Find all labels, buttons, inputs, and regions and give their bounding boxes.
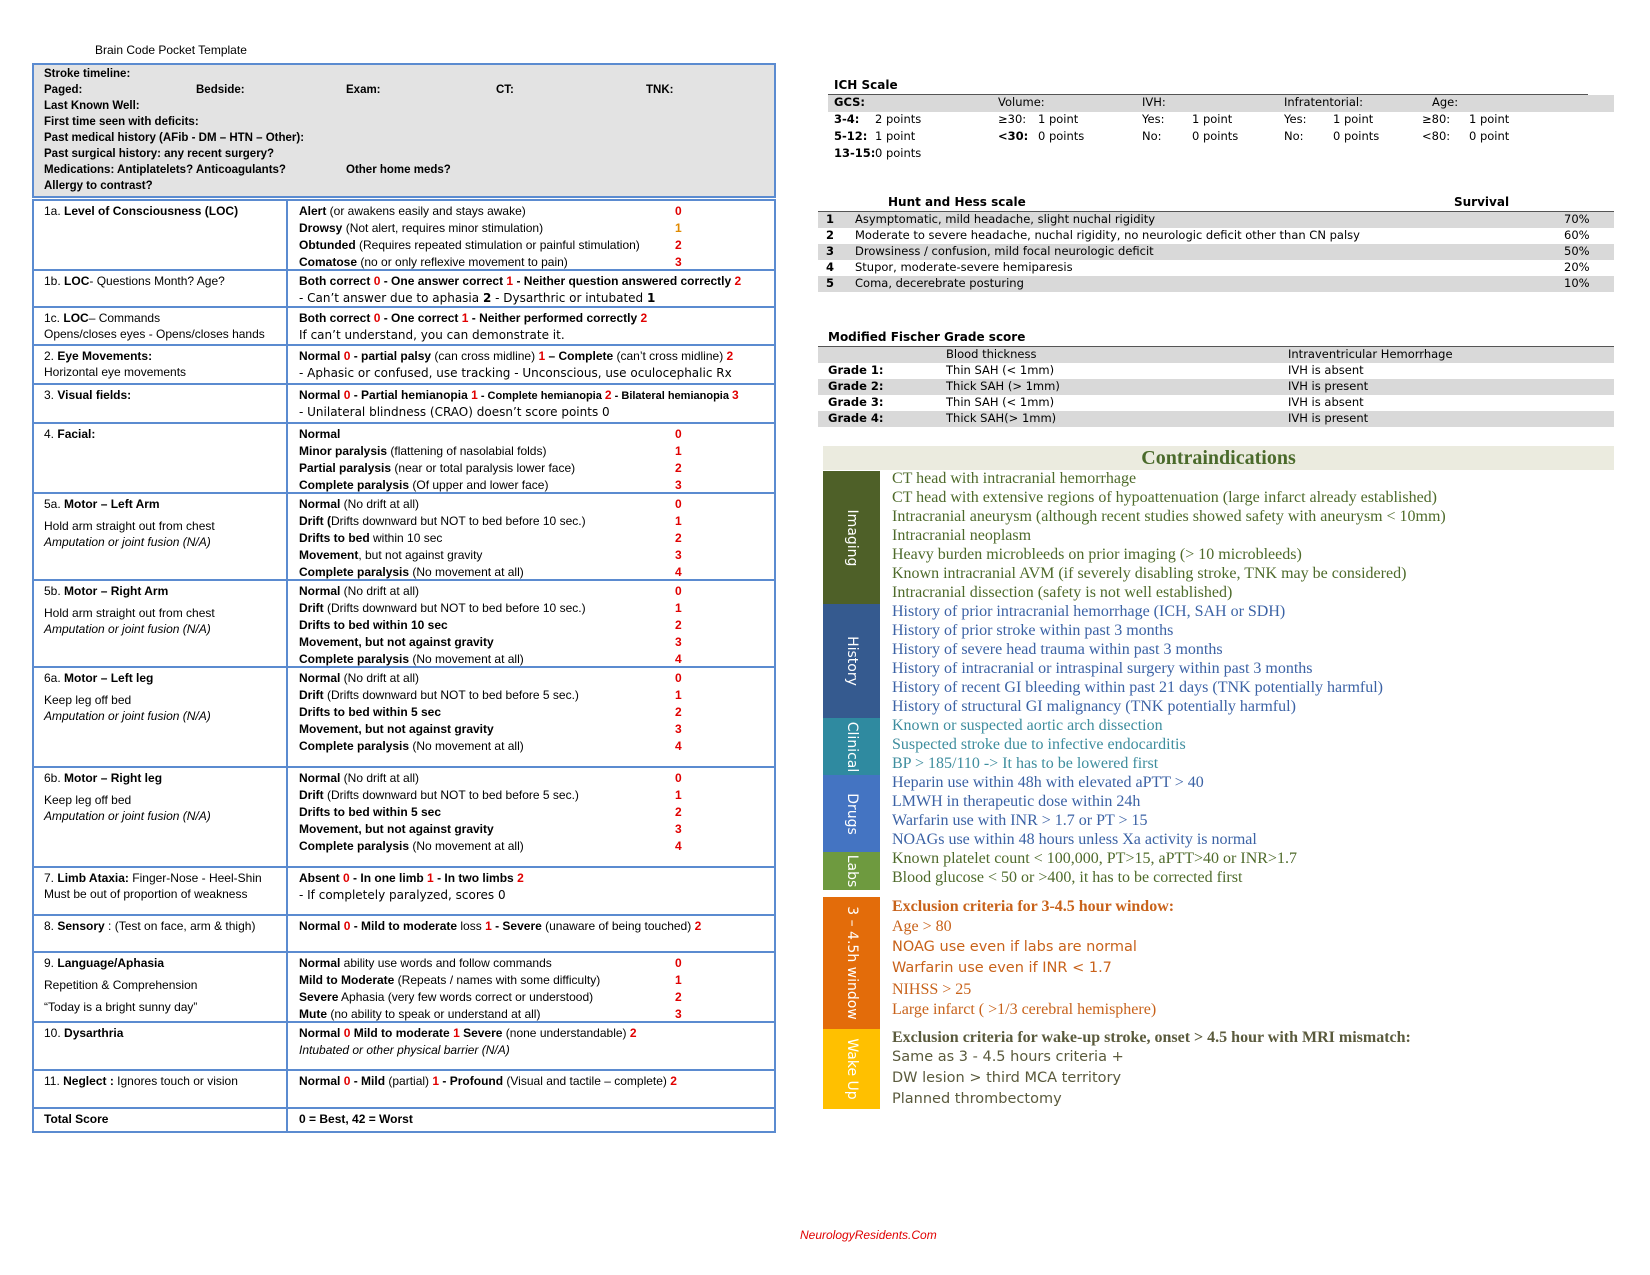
tnk-label: TNK: bbox=[646, 84, 674, 96]
nihss-row-10 bbox=[34, 1023, 774, 1071]
ci-item: Blood glucose < 50 or >400, it has to be corrected first bbox=[892, 869, 1243, 886]
total-score-value: 0 = Best, 42 = Worst bbox=[299, 1112, 413, 1126]
nihss-row-5b bbox=[34, 581, 774, 668]
score-value: 0 bbox=[675, 204, 682, 218]
hunt-hess-row: 1 Asymptomatic, mild headache, slight nuchal rigidity 70% bbox=[818, 212, 1614, 228]
wakeup-band bbox=[823, 1029, 880, 1109]
total-score-label: Total Score bbox=[44, 1112, 109, 1126]
ci-item: CT head with intracranial hemorrhage bbox=[892, 470, 1137, 487]
ci-item: Intracranial aneurysm (although recent studies showed safety with aneurysm < 10mm) bbox=[892, 508, 1446, 525]
psh-label: Past surgical history: any recent surgery? bbox=[44, 148, 275, 160]
item-scores: Normal 0 - partial palsy (can cross midline) 1 – Complete (can’t cross midline) 2 - Aphasic or confused, use tracking - Unconscious, use oculocephalic Rx bbox=[299, 349, 734, 380]
nihss-row-1a bbox=[34, 201, 774, 271]
item-label: 6b. Motor – Right leg Keep leg off bed Amputation or joint fusion (N/A) bbox=[44, 771, 211, 823]
stroke-timeline-label: Stroke timeline: bbox=[44, 68, 131, 80]
score-line: Drowsy (Not alert, requires minor stimulation) 1 bbox=[299, 221, 682, 235]
item-label: 1a. Level of Consciousness (LOC) bbox=[44, 204, 239, 218]
ich-header: IVH: bbox=[1142, 95, 1166, 109]
ci-item: History of structural GI malignancy (TNK potentially harmful) bbox=[892, 698, 1296, 715]
page-title: Brain Code Pocket Template bbox=[95, 43, 247, 57]
medications-label: Medications: Antiplatelets? Anticoagulants? bbox=[44, 164, 286, 176]
item-scores: Normal 0 - Mild (partial) 1 - Profound (Visual and tactile – complete) 2 bbox=[299, 1074, 677, 1088]
paged-label: Paged: bbox=[44, 84, 83, 96]
item-scores: Normal 0 - Mild to moderate loss 1 - Severe (unaware of being touched) 2 bbox=[299, 919, 702, 933]
nihss-row-5a bbox=[34, 494, 774, 581]
exam-label: Exam: bbox=[346, 84, 381, 96]
drugs-label: Drugs bbox=[843, 792, 860, 835]
ci-item: Age > 80 bbox=[892, 918, 952, 935]
item-scores: Normal 0 - Partial hemianopia 1 - Complete hemianopia 2 - Bilateral hemianopia 3 - Unilateral blindness (CRAO) doesn’t score points 0 bbox=[299, 388, 739, 419]
item-scores: Normal (No drift at all) 0 Drift (Drifts downward but NOT to bed before 10 sec.) 1 Drifts to bed within 10 sec 2 Movement, but not against gravity 3 Complete paralysis (No movement at all) 4 bbox=[299, 497, 682, 579]
ci-item: Planned thrombectomy bbox=[892, 1091, 1062, 1107]
item-label: 11. Neglect : Ignores touch or vision bbox=[44, 1074, 238, 1088]
wakeup-criteria-title: Exclusion criteria for wake-up stroke, onset > 4.5 hour with MRI mismatch: bbox=[892, 1029, 1411, 1046]
clinical-band bbox=[823, 718, 880, 775]
nihss-row-9 bbox=[34, 953, 774, 1023]
ci-item: Large infarct ( >1/3 cerebral hemisphere) bbox=[892, 1001, 1157, 1018]
item-label: 6a. Motor – Left leg Keep leg off bed Amputation or joint fusion (N/A) bbox=[44, 671, 211, 723]
item-label: 2. Eye Movements: Horizontal eye movements bbox=[44, 349, 187, 379]
imaging-label: Imaging bbox=[843, 509, 860, 566]
stroke-timeline-box bbox=[32, 63, 776, 198]
survival-label: Survival bbox=[1454, 195, 1510, 209]
pmh-label: Past medical history (AFib - DM – HTN – Other): bbox=[44, 132, 305, 144]
ci-item: Known or suspected aortic arch dissection bbox=[892, 717, 1163, 734]
ci-item: History of prior intracranial hemorrhage (ICH, SAH or SDH) bbox=[892, 603, 1286, 620]
score-line: Comatose (no or only reflexive movement to pain) 3 bbox=[299, 255, 682, 269]
item-scores: Both correct 0 - One correct 1 - Neither performed correctly 2 If can’t understand, you can demonstrate it. bbox=[299, 311, 648, 342]
nihss-row-4 bbox=[34, 424, 774, 494]
hunt-hess-title: Hunt and Hess scale bbox=[888, 195, 1026, 209]
score-line: Alert (or awakens easily and stays awake) 0 bbox=[299, 204, 682, 218]
item-label: 5a. Motor – Left Arm Hold arm straight out from chest Amputation or joint fusion (N/A) bbox=[44, 497, 215, 549]
ci-item: Warfarin use with INR > 1.7 or PT > 15 bbox=[892, 812, 1148, 829]
ci-item: Known intracranial AVM (if severely disabling stroke, TNK may be considered) bbox=[892, 565, 1407, 582]
nihss-row-6a bbox=[34, 668, 774, 768]
ci-item: Intracranial neoplasm bbox=[892, 527, 1032, 544]
window-band bbox=[823, 897, 880, 1029]
ci-item: Heparin use within 48h with elevated aPTT > 40 bbox=[892, 774, 1204, 791]
fischer-row: Grade 2: Thick SAH (> 1mm) IVH is present bbox=[818, 379, 1614, 395]
ich-header: Volume: bbox=[998, 95, 1045, 109]
fischer-header-row: Blood thickness Intraventricular Hemorrhage bbox=[818, 347, 1614, 363]
ci-item: DW lesion > third MCA territory bbox=[892, 1070, 1122, 1086]
ct-label: CT: bbox=[496, 84, 514, 96]
score-value: 1 bbox=[675, 221, 682, 235]
nihss-row-7 bbox=[34, 868, 774, 916]
item-label: 5b. Motor – Right Arm Hold arm straight out from chest Amputation or joint fusion (N/A) bbox=[44, 584, 215, 636]
ich-header: Age: bbox=[1432, 95, 1459, 109]
item-scores bbox=[299, 203, 769, 271]
hunt-hess-row: 3 Drowsiness / confusion, mild focal neurologic deficit 50% bbox=[818, 244, 1614, 260]
nihss-table bbox=[32, 199, 776, 1133]
ci-item: History of prior stroke within past 3 months bbox=[892, 622, 1174, 639]
first-time-seen-label: First time seen with deficits: bbox=[44, 116, 199, 128]
footer-link[interactable]: NeurologyResidents.Com bbox=[800, 1228, 937, 1242]
ci-item: Heavy burden microbleeds on prior imaging (> 10 microbleeds) bbox=[892, 546, 1302, 563]
ci-item: Warfarin use even if INR < 1.7 bbox=[892, 960, 1112, 976]
nihss-row-8 bbox=[34, 916, 774, 953]
ci-item: Same as 3 - 4.5 hours criteria + bbox=[892, 1049, 1124, 1065]
ich-header: Infratentorial: bbox=[1284, 95, 1363, 109]
item-label: 3. Visual fields: bbox=[44, 388, 132, 402]
ich-title: ICH Scale bbox=[834, 78, 898, 92]
ci-item: History of severe head trauma within past 3 months bbox=[892, 641, 1223, 658]
window-criteria-title: Exclusion criteria for 3-4.5 hour window: bbox=[892, 898, 1175, 915]
hunt-hess-row: 5 Coma, decerebrate posturing 10% bbox=[818, 276, 1614, 292]
bedside-label: Bedside: bbox=[196, 84, 245, 96]
item-label: 9. Language/Aphasia Repetition & Comprehension “Today is a bright sunny day” bbox=[44, 956, 198, 1014]
nihss-row-1c bbox=[34, 308, 774, 346]
item-label: 1c. LOC– Commands Opens/closes eyes - Opens/closes hands bbox=[44, 311, 265, 341]
ci-item: LMWH in therapeutic dose within 24h bbox=[892, 793, 1141, 810]
nihss-row-6b bbox=[34, 768, 774, 868]
ich-header: GCS: bbox=[834, 95, 865, 109]
item-label: 1b. LOC- Questions Month? Age? bbox=[44, 274, 225, 288]
drugs-band bbox=[823, 775, 880, 852]
nihss-row-2 bbox=[34, 346, 774, 385]
nihss-row-3 bbox=[34, 385, 774, 424]
ci-item: Suspected stroke due to infective endocarditis bbox=[892, 736, 1186, 753]
fischer-title: Modified Fischer Grade score bbox=[828, 330, 1026, 344]
nihss-row-1b bbox=[34, 271, 774, 308]
wakeup-label: Wake Up bbox=[843, 1038, 860, 1100]
item-label: 8. Sensory : (Test on face, arm & thigh) bbox=[44, 919, 256, 933]
ci-item: BP > 185/110 -> It has to be lowered first bbox=[892, 755, 1159, 772]
score-value: 2 bbox=[675, 238, 682, 252]
item-label: 10. Dysarthria bbox=[44, 1026, 124, 1040]
item-scores: Normal 0 Minor paralysis (flattening of nasolabial folds) 1 Partial paralysis (near or total paralysis lower face) 2 Complete paralysis (Of upper and lower face) 3 bbox=[299, 427, 682, 492]
labs-label: Labs bbox=[843, 854, 860, 888]
item-scores: Normal (No drift at all) 0 Drift (Drifts downward but NOT to bed before 5 sec.) 1 Drifts to bed within 5 sec 2 Movement, but not against gravity 3 Complete paralysis (No movement at all) 4 bbox=[299, 771, 682, 853]
ci-item: NIHSS > 25 bbox=[892, 981, 972, 998]
item-scores: Normal 0 Mild to moderate 1 Severe (none understandable) 2 Intubated or other physical barrier (N/A) bbox=[299, 1026, 637, 1057]
imaging-band bbox=[823, 471, 880, 604]
score-value: 3 bbox=[675, 255, 682, 269]
item-scores: Absent 0 - In one limb 1 - In two limbs 2 - If completely paralyzed, scores 0 bbox=[299, 871, 524, 902]
hunt-hess-row: 2 Moderate to severe headache, nuchal rigidity, no neurologic deficit other than CN palsy 60% bbox=[826, 228, 1590, 242]
ci-item: CT head with extensive regions of hypoattenuation (large infarct already established) bbox=[892, 489, 1438, 506]
clinical-label: Clinical bbox=[843, 721, 860, 772]
score-line: Obtunded (Requires repeated stimulation or painful stimulation) 2 bbox=[299, 238, 682, 252]
allergy-label: Allergy to contrast? bbox=[44, 180, 153, 192]
window-label: 3 – 4.5h window bbox=[843, 906, 860, 1020]
item-scores: Both correct 0 - One answer correct 1 - Neither question answered correctly 2 - Can’t answer due to aphasia 2 - Dysarthric or intubated 1 bbox=[299, 274, 742, 305]
item-scores: Normal ability use words and follow commands 0 Mild to Moderate (Repeats / names with some difficulty) 1 Severe Aphasia (very few words correct or understood) 2 Mute (no ability to speak or understand at all) 3 bbox=[299, 956, 682, 1021]
contraindications-title: Contraindications bbox=[823, 446, 1614, 470]
ci-item: History of intracranial or intraspinal surgery within past 3 months bbox=[892, 660, 1313, 677]
ci-item: Known platelet count < 100,000, PT>15, aPTT>40 or INR>1.7 bbox=[892, 850, 1297, 867]
labs-band bbox=[823, 852, 880, 890]
ich-header-row bbox=[828, 95, 1614, 112]
fischer-row: Grade 4: Thick SAH(> 1mm) IVH is present bbox=[818, 411, 1614, 427]
fischer-row: Grade 1: Thin SAH (< 1mm) IVH is absent bbox=[828, 363, 1364, 377]
item-label: 4. Facial: bbox=[44, 427, 96, 441]
history-band bbox=[823, 604, 880, 718]
nihss-total-row bbox=[34, 1109, 774, 1131]
last-known-well-label: Last Known Well: bbox=[44, 100, 140, 112]
hunt-hess-row: 4 Stupor, moderate-severe hemiparesis 20% bbox=[826, 260, 1590, 274]
item-label: 7. Limb Ataxia: Finger-Nose - Heel-Shin Must be out of proportion of weakness bbox=[44, 871, 262, 901]
fischer-row: Grade 3: Thin SAH (< 1mm) IVH is absent bbox=[828, 395, 1364, 409]
ci-item: NOAGs use within 48 hours unless Xa activity is normal bbox=[892, 831, 1257, 848]
ci-item: History of recent GI bleeding within past 21 days (TNK potentially harmful) bbox=[892, 679, 1383, 696]
other-meds-label: Other home meds? bbox=[346, 164, 451, 176]
item-scores: Normal (No drift at all) 0 Drift (Drifts downward but NOT to bed before 10 sec.) 1 Drifts to bed within 10 sec 2 Movement, but not against gravity 3 Complete paralysis (No movement at all) 4 bbox=[299, 584, 682, 666]
history-label: History bbox=[843, 636, 860, 686]
ci-item: NOAG use even if labs are normal bbox=[892, 939, 1137, 955]
ci-item: Intracranial dissection (safety is not well established) bbox=[892, 584, 1233, 601]
nihss-row-11 bbox=[34, 1071, 774, 1109]
item-scores: Normal (No drift at all) 0 Drift (Drifts downward but NOT to bed before 5 sec.) 1 Drifts to bed within 5 sec 2 Movement, but not against gravity 3 Complete paralysis (No movement at all) 4 bbox=[299, 671, 682, 753]
